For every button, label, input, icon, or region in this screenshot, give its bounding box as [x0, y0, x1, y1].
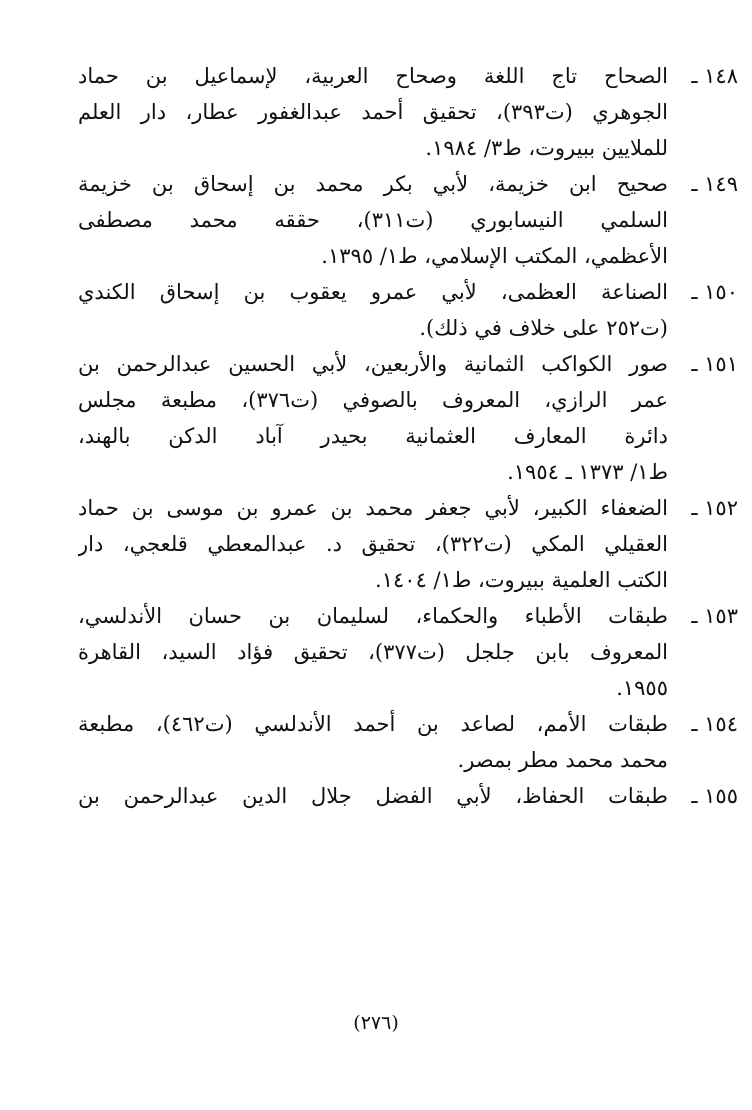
entry-line: المعروف بابن جلجل (ت٣٧٧)، تحقيق فؤاد السيد، القاهرة — [78, 640, 668, 664]
entry-line: الضعفاء الكبير، لأبي جعفر محمد بن عمرو بن موسى بن حماد — [78, 496, 668, 520]
entry-line: للملايين ببيروت، ط٣/ ١٩٨٤. — [425, 136, 668, 160]
bibliography-entry — [78, 58, 738, 166]
entry-number: ١٥٢ ـ — [691, 496, 738, 520]
bibliography-list — [78, 58, 738, 814]
bibliography-entry — [78, 778, 738, 814]
entry-line: ١٩٥٥. — [616, 676, 668, 700]
entry-line: طبقات الحفاظ، لأبي الفضل جلال الدين عبدالرحمن بن — [78, 784, 668, 808]
page-number: (٢٧٦) — [353, 1012, 399, 1034]
bibliography-entry — [78, 166, 738, 274]
entry-number: ١٥٠ ـ — [691, 280, 738, 304]
entry-number: ١٥٣ ـ — [691, 604, 738, 628]
entry-number: ١٥٥ ـ — [691, 784, 738, 808]
entry-number: ١٤٩ ـ — [691, 172, 738, 196]
entry-line: ط١/ ١٣٧٣ ـ ١٩٥٤. — [507, 460, 668, 484]
entry-line: طبقات الأمم، لصاعد بن أحمد الأندلسي (ت٤٦٢)، مطبعة — [78, 712, 668, 736]
bibliography-entry — [78, 490, 738, 598]
entry-line: طبقات الأطباء والحكماء، لسليمان بن حسان الأندلسي، — [78, 604, 668, 628]
entry-line: الكتب العلمية ببيروت، ط١/ ١٤٠٤. — [375, 568, 668, 592]
bibliography-entry — [78, 706, 738, 778]
entry-line: الصناعة العظمى، لأبي عمرو يعقوب بن إسحاق الكندي — [78, 280, 668, 304]
entry-line: صحيح ابن خزيمة، لأبي بكر محمد بن إسحاق بن خزيمة — [78, 172, 668, 196]
entry-line: عمر الرازي، المعروف بالصوفي (ت٣٧٦)، مطبعة مجلس — [78, 388, 668, 412]
entry-line: السلمي النيسابوري (ت٣١١)، حققه محمد مصطفى — [78, 208, 668, 232]
entry-line: (ت٢٥٢ على خلاف في ذلك). — [419, 316, 668, 340]
entry-line: الصحاح تاج اللغة وصحاح العربية، لإسماعيل بن حماد — [78, 64, 668, 88]
entry-line: محمد محمد مطر بمصر. — [457, 748, 668, 772]
entry-line: دائرة المعارف العثمانية بحيدر آباد الدكن بالهند، — [78, 424, 668, 448]
entry-line: الأعظمي، المكتب الإسلامي، ط١/ ١٣٩٥. — [321, 244, 668, 268]
bibliography-entry — [78, 274, 738, 346]
entry-number: ١٤٨ ـ — [691, 64, 738, 88]
entry-line: الجوهري (ت٣٩٣)، تحقيق أحمد عبدالغفور عطار، دار العلم — [78, 100, 668, 124]
entry-number: ١٥١ ـ — [691, 352, 738, 376]
bibliography-entry — [78, 346, 738, 490]
entry-line: العقيلي المكي (ت٣٢٢)، تحقيق د. عبدالمعطي قلعجي، دار — [78, 532, 668, 556]
entry-line: صور الكواكب الثمانية والأربعين، لأبي الحسين عبدالرحمن بن — [78, 352, 668, 376]
bibliography-entry — [78, 598, 738, 706]
entry-number: ١٥٤ ـ — [691, 712, 738, 736]
